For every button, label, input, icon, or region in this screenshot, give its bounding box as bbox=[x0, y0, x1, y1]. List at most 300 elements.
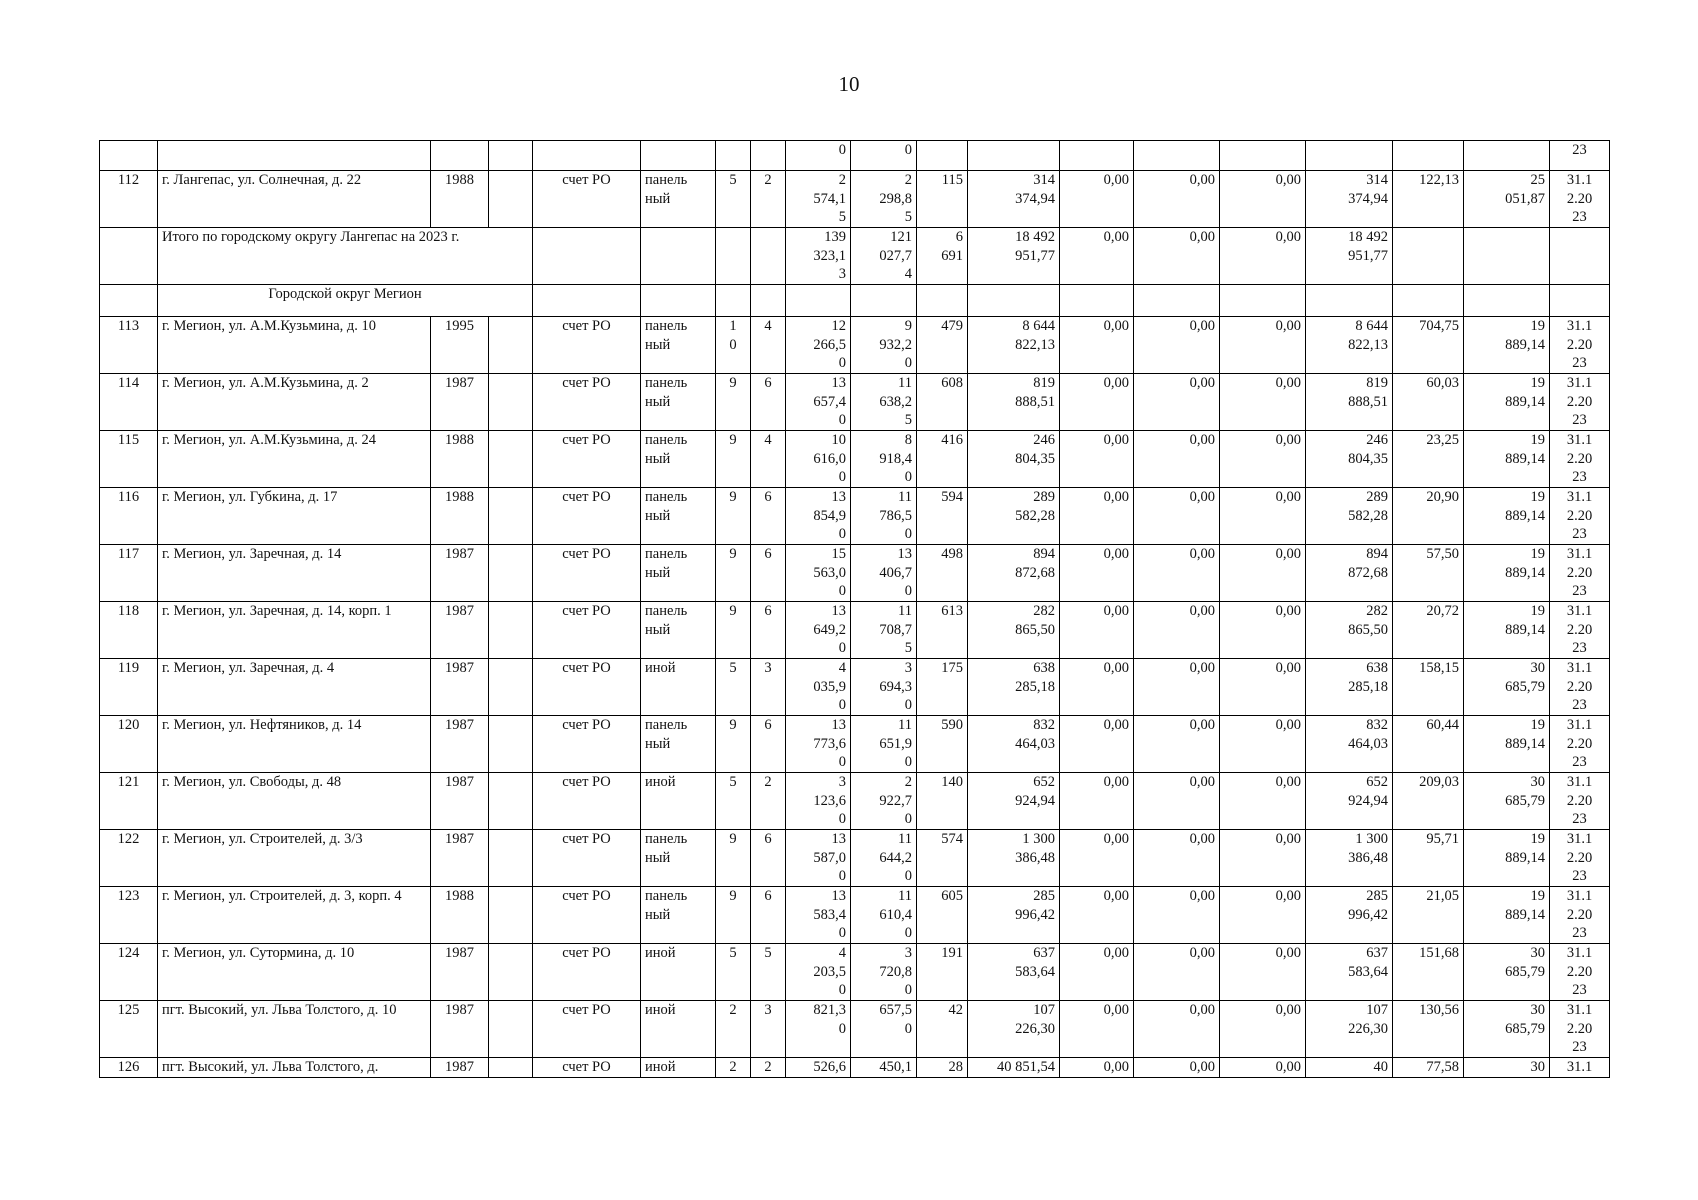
fund-cell-1: 0,00 bbox=[1060, 887, 1134, 944]
blank-cell bbox=[786, 285, 851, 317]
funding-method-cell: счет РО bbox=[533, 545, 641, 602]
fund-cell-4: 282 865,50 bbox=[1306, 602, 1393, 659]
residents-cell: 42 bbox=[917, 1001, 968, 1058]
living-area-cell: 450,1 bbox=[851, 1058, 917, 1078]
table-row bbox=[100, 488, 1610, 545]
fund-cell-2: 0,00 bbox=[1134, 171, 1220, 228]
completion-date-cell: 31.1 2.20 23 bbox=[1550, 171, 1610, 228]
total-cost-cell: 107 226,30 bbox=[968, 1001, 1060, 1058]
blank-cell bbox=[489, 773, 533, 830]
fund-cell-3: 0,00 bbox=[1220, 545, 1306, 602]
funding-method-cell: счет РО bbox=[533, 1058, 641, 1078]
limit-cost-cell: 30 685,79 bbox=[1464, 1001, 1550, 1058]
wall-material-cell: иной bbox=[641, 1001, 716, 1058]
total-cost-cell: 894 872,68 bbox=[968, 545, 1060, 602]
living-area-cell: 2 298,8 5 bbox=[851, 171, 917, 228]
total-cost-cell: 314 374,94 bbox=[968, 171, 1060, 228]
year-cell: 1987 bbox=[431, 716, 489, 773]
total-area-cell: 13 854,9 0 bbox=[786, 488, 851, 545]
fund-cell-1: 0,00 bbox=[1060, 773, 1134, 830]
wall-material-cell: панель ный bbox=[641, 374, 716, 431]
total-area-cell: 4 035,9 0 bbox=[786, 659, 851, 716]
wall-material-cell: иной bbox=[641, 1058, 716, 1078]
unit-cost-cell: 21,05 bbox=[1393, 887, 1464, 944]
completion-date-cell: 31.1 2.20 23 bbox=[1550, 602, 1610, 659]
fund-cell-2: 0,00 bbox=[1134, 374, 1220, 431]
floors-cell: 9 bbox=[716, 716, 751, 773]
blank-cell bbox=[751, 228, 786, 285]
residents-cell: 416 bbox=[917, 431, 968, 488]
completion-date-cell bbox=[1550, 228, 1610, 285]
fund-cell-4: 107 226,30 bbox=[1306, 1001, 1393, 1058]
floors-cell: 9 bbox=[716, 488, 751, 545]
fund-cell-3: 0,00 bbox=[1220, 228, 1306, 285]
blank-cell bbox=[100, 285, 158, 317]
fund-cell-2: 0,00 bbox=[1134, 773, 1220, 830]
living-area-cell: 11 638,2 5 bbox=[851, 374, 917, 431]
funding-method-cell: счет РО bbox=[533, 431, 641, 488]
entrances-cell: 6 bbox=[751, 830, 786, 887]
completion-date-cell: 31.1 2.20 23 bbox=[1550, 1001, 1610, 1058]
fund-cell-3: 0,00 bbox=[1220, 716, 1306, 773]
fund-cell-2: 0,00 bbox=[1134, 317, 1220, 374]
total-cost-cell: 1 300 386,48 bbox=[968, 830, 1060, 887]
row-number: 115 bbox=[100, 431, 158, 488]
total-area-cell: 526,6 bbox=[786, 1058, 851, 1078]
living-area-cell: 121 027,7 4 bbox=[851, 228, 917, 285]
blank-cell bbox=[489, 830, 533, 887]
year-cell: 1987 bbox=[431, 830, 489, 887]
table-row bbox=[100, 659, 1610, 716]
floors-cell: 2 bbox=[716, 1001, 751, 1058]
unit-cost-cell: 23,25 bbox=[1393, 431, 1464, 488]
completion-date-cell: 31.1 2.20 23 bbox=[1550, 659, 1610, 716]
year-cell: 1987 bbox=[431, 944, 489, 1001]
row-number: 126 bbox=[100, 1058, 158, 1078]
blank-cell bbox=[489, 488, 533, 545]
year-cell: 1988 bbox=[431, 171, 489, 228]
wall-material-cell bbox=[641, 141, 716, 171]
limit-cost-cell: 19 889,14 bbox=[1464, 431, 1550, 488]
fund-cell-2: 0,00 bbox=[1134, 1001, 1220, 1058]
unit-cost-cell: 158,15 bbox=[1393, 659, 1464, 716]
fund-cell-3: 0,00 bbox=[1220, 171, 1306, 228]
completion-date-cell: 31.1 2.20 23 bbox=[1550, 488, 1610, 545]
wall-material-cell: панель ный bbox=[641, 887, 716, 944]
residents-cell: 140 bbox=[917, 773, 968, 830]
fund-cell-1: 0,00 bbox=[1060, 317, 1134, 374]
year-cell: 1987 bbox=[431, 545, 489, 602]
residents-cell: 175 bbox=[917, 659, 968, 716]
total-cost-cell: 289 582,28 bbox=[968, 488, 1060, 545]
blank-cell bbox=[100, 228, 158, 285]
living-area-cell: 0 bbox=[851, 141, 917, 171]
table-row bbox=[100, 374, 1610, 431]
fund-cell-3: 0,00 bbox=[1220, 1001, 1306, 1058]
floors-cell: 5 bbox=[716, 659, 751, 716]
blank-cell bbox=[489, 431, 533, 488]
entrances-cell: 3 bbox=[751, 659, 786, 716]
living-area-cell: 3 694,3 0 bbox=[851, 659, 917, 716]
completion-date-cell: 31.1 2.20 23 bbox=[1550, 773, 1610, 830]
living-area-cell: 8 918,4 0 bbox=[851, 431, 917, 488]
completion-date-cell: 31.1 2.20 23 bbox=[1550, 716, 1610, 773]
total-area-cell: 13 649,2 0 bbox=[786, 602, 851, 659]
fund-cell-4: 314 374,94 bbox=[1306, 171, 1393, 228]
floors-cell: 1 0 bbox=[716, 317, 751, 374]
table-row bbox=[100, 830, 1610, 887]
fund-cell-1: 0,00 bbox=[1060, 545, 1134, 602]
address-cell: г. Мегион, ул. Свободы, д. 48 bbox=[158, 773, 431, 830]
fund-cell-2: 0,00 bbox=[1134, 1058, 1220, 1078]
unit-cost-cell: 704,75 bbox=[1393, 317, 1464, 374]
living-area-cell: 11 644,2 0 bbox=[851, 830, 917, 887]
fund-cell-2: 0,00 bbox=[1134, 944, 1220, 1001]
funding-method-cell: счет РО bbox=[533, 773, 641, 830]
completion-date-cell: 31.1 2.20 23 bbox=[1550, 317, 1610, 374]
living-area-cell: 13 406,7 0 bbox=[851, 545, 917, 602]
row-number: 118 bbox=[100, 602, 158, 659]
fund-cell-2: 0,00 bbox=[1134, 431, 1220, 488]
blank-cell bbox=[489, 317, 533, 374]
wall-material-cell: панель ный bbox=[641, 545, 716, 602]
total-label: Итого по городскому округу Лангепас на 2023 г. bbox=[158, 228, 533, 285]
total-cost-cell: 819 888,51 bbox=[968, 374, 1060, 431]
table-row bbox=[100, 317, 1610, 374]
limit-cost-cell: 30 bbox=[1464, 1058, 1550, 1078]
fund-cell-1: 0,00 bbox=[1060, 171, 1134, 228]
floors-cell bbox=[716, 141, 751, 171]
funding-method-cell: счет РО bbox=[533, 602, 641, 659]
row-number: 121 bbox=[100, 773, 158, 830]
fund-cell-1 bbox=[1060, 141, 1134, 171]
total-cost-cell: 652 924,94 bbox=[968, 773, 1060, 830]
table-row bbox=[100, 716, 1610, 773]
fund-cell-2: 0,00 bbox=[1134, 659, 1220, 716]
year-cell bbox=[431, 141, 489, 171]
wall-material-cell: панель ный bbox=[641, 830, 716, 887]
total-area-cell: 15 563,0 0 bbox=[786, 545, 851, 602]
floors-cell: 9 bbox=[716, 545, 751, 602]
fund-cell-3: 0,00 bbox=[1220, 830, 1306, 887]
fund-cell-4: 8 644 822,13 bbox=[1306, 317, 1393, 374]
entrances-cell: 6 bbox=[751, 374, 786, 431]
table-row bbox=[100, 773, 1610, 830]
fund-cell-4: 246 804,35 bbox=[1306, 431, 1393, 488]
living-area-cell: 9 932,2 0 bbox=[851, 317, 917, 374]
completion-date-cell: 31.1 2.20 23 bbox=[1550, 830, 1610, 887]
total-cost-cell: 246 804,35 bbox=[968, 431, 1060, 488]
residents-cell: 613 bbox=[917, 602, 968, 659]
limit-cost-cell bbox=[1464, 228, 1550, 285]
row-number: 113 bbox=[100, 317, 158, 374]
fund-cell-2: 0,00 bbox=[1134, 228, 1220, 285]
blank-cell bbox=[1306, 285, 1393, 317]
total-area-cell: 4 203,5 0 bbox=[786, 944, 851, 1001]
floors-cell: 5 bbox=[716, 944, 751, 1001]
residents-cell: 594 bbox=[917, 488, 968, 545]
row-number: 119 bbox=[100, 659, 158, 716]
living-area-cell: 11 786,5 0 bbox=[851, 488, 917, 545]
unit-cost-cell: 20,90 bbox=[1393, 488, 1464, 545]
blank-cell bbox=[716, 285, 751, 317]
fund-cell-1: 0,00 bbox=[1060, 228, 1134, 285]
table-row bbox=[100, 171, 1610, 228]
blank-cell bbox=[1464, 285, 1550, 317]
total-row bbox=[100, 228, 1610, 285]
unit-cost-cell: 60,44 bbox=[1393, 716, 1464, 773]
fund-cell-1: 0,00 bbox=[1060, 488, 1134, 545]
fund-cell-4: 894 872,68 bbox=[1306, 545, 1393, 602]
fund-cell-3: 0,00 bbox=[1220, 887, 1306, 944]
unit-cost-cell: 60,03 bbox=[1393, 374, 1464, 431]
row-number: 124 bbox=[100, 944, 158, 1001]
table-row bbox=[100, 1058, 1610, 1078]
completion-date-cell: 31.1 2.20 23 bbox=[1550, 887, 1610, 944]
residents-cell: 6 691 bbox=[917, 228, 968, 285]
unit-cost-cell: 122,13 bbox=[1393, 171, 1464, 228]
total-cost-cell: 285 996,42 bbox=[968, 887, 1060, 944]
table-row bbox=[100, 887, 1610, 944]
limit-cost-cell: 19 889,14 bbox=[1464, 545, 1550, 602]
limit-cost-cell: 25 051,87 bbox=[1464, 171, 1550, 228]
total-cost-cell: 8 644 822,13 bbox=[968, 317, 1060, 374]
total-area-cell: 3 123,6 0 bbox=[786, 773, 851, 830]
year-cell: 1987 bbox=[431, 1001, 489, 1058]
entrances-cell: 6 bbox=[751, 716, 786, 773]
unit-cost-cell: 95,71 bbox=[1393, 830, 1464, 887]
blank-cell bbox=[489, 602, 533, 659]
fund-cell-3: 0,00 bbox=[1220, 488, 1306, 545]
living-area-cell: 11 708,7 5 bbox=[851, 602, 917, 659]
floors-cell: 9 bbox=[716, 431, 751, 488]
fund-cell-1: 0,00 bbox=[1060, 659, 1134, 716]
table-row bbox=[100, 1001, 1610, 1058]
blank-cell bbox=[489, 374, 533, 431]
completion-date-cell: 31.1 2.20 23 bbox=[1550, 374, 1610, 431]
total-cost-cell: 638 285,18 bbox=[968, 659, 1060, 716]
blank-cell bbox=[1134, 285, 1220, 317]
unit-cost-cell: 130,56 bbox=[1393, 1001, 1464, 1058]
blank-cell bbox=[851, 285, 917, 317]
entrances-cell: 4 bbox=[751, 317, 786, 374]
residents-cell: 191 bbox=[917, 944, 968, 1001]
wall-material-cell: иной bbox=[641, 659, 716, 716]
fund-cell-2: 0,00 bbox=[1134, 545, 1220, 602]
funding-method-cell bbox=[533, 141, 641, 171]
wall-material-cell: панель ный bbox=[641, 602, 716, 659]
section-title: Городской округ Мегион bbox=[158, 285, 533, 317]
address-cell: г. Мегион, ул. Заречная, д. 14, корп. 1 bbox=[158, 602, 431, 659]
blank-cell bbox=[489, 1058, 533, 1078]
wall-material-cell: иной bbox=[641, 944, 716, 1001]
fund-cell-2: 0,00 bbox=[1134, 488, 1220, 545]
completion-date-cell: 31.1 2.20 23 bbox=[1550, 545, 1610, 602]
table-row bbox=[100, 944, 1610, 1001]
blank-cell bbox=[968, 285, 1060, 317]
unit-cost-cell: 151,68 bbox=[1393, 944, 1464, 1001]
blank-cell bbox=[1393, 285, 1464, 317]
fund-cell-3: 0,00 bbox=[1220, 944, 1306, 1001]
table-row bbox=[100, 545, 1610, 602]
address-cell: г. Мегион, ул. Строителей, д. 3, корп. 4 bbox=[158, 887, 431, 944]
total-area-cell: 13 773,6 0 bbox=[786, 716, 851, 773]
blank-cell bbox=[1550, 285, 1610, 317]
blank-cell bbox=[533, 285, 641, 317]
total-area-cell: 13 657,4 0 bbox=[786, 374, 851, 431]
entrances-cell: 4 bbox=[751, 431, 786, 488]
address-cell: г. Мегион, ул. Сутормина, д. 10 bbox=[158, 944, 431, 1001]
total-cost-cell: 282 865,50 bbox=[968, 602, 1060, 659]
blank-cell bbox=[489, 659, 533, 716]
fund-cell-3: 0,00 bbox=[1220, 431, 1306, 488]
blank-cell bbox=[1220, 285, 1306, 317]
unit-cost-cell bbox=[1393, 228, 1464, 285]
total-cost-cell: 637 583,64 bbox=[968, 944, 1060, 1001]
living-area-cell: 11 651,9 0 bbox=[851, 716, 917, 773]
fund-cell-4: 819 888,51 bbox=[1306, 374, 1393, 431]
residents-cell: 605 bbox=[917, 887, 968, 944]
address-cell: пгт. Высокий, ул. Льва Толстого, д. bbox=[158, 1058, 431, 1078]
fund-cell-4: 289 582,28 bbox=[1306, 488, 1393, 545]
fund-cell-4: 1 300 386,48 bbox=[1306, 830, 1393, 887]
row-number bbox=[100, 141, 158, 171]
completion-date-cell: 31.1 bbox=[1550, 1058, 1610, 1078]
year-cell: 1987 bbox=[431, 602, 489, 659]
residents-cell: 574 bbox=[917, 830, 968, 887]
fund-cell-4: 637 583,64 bbox=[1306, 944, 1393, 1001]
funding-method-cell: счет РО bbox=[533, 659, 641, 716]
address-cell: г. Мегион, ул. Заречная, д. 14 bbox=[158, 545, 431, 602]
blank-cell bbox=[489, 716, 533, 773]
row-number: 114 bbox=[100, 374, 158, 431]
total-area-cell: 0 bbox=[786, 141, 851, 171]
fund-cell-4 bbox=[1306, 141, 1393, 171]
year-cell: 1988 bbox=[431, 488, 489, 545]
unit-cost-cell bbox=[1393, 141, 1464, 171]
unit-cost-cell: 77,58 bbox=[1393, 1058, 1464, 1078]
entrances-cell: 5 bbox=[751, 944, 786, 1001]
fund-cell-3: 0,00 bbox=[1220, 1058, 1306, 1078]
fund-cell-4: 285 996,42 bbox=[1306, 887, 1393, 944]
limit-cost-cell: 30 685,79 bbox=[1464, 773, 1550, 830]
unit-cost-cell: 209,03 bbox=[1393, 773, 1464, 830]
address-cell: г. Мегион, ул. А.М.Кузьмина, д. 24 bbox=[158, 431, 431, 488]
blank-cell bbox=[489, 141, 533, 171]
entrances-cell: 6 bbox=[751, 887, 786, 944]
address-cell: г. Мегион, ул. А.М.Кузьмина, д. 2 bbox=[158, 374, 431, 431]
blank-cell bbox=[489, 887, 533, 944]
row-number: 112 bbox=[100, 171, 158, 228]
funding-method-cell: счет РО bbox=[533, 830, 641, 887]
residents-cell: 498 bbox=[917, 545, 968, 602]
floors-cell: 9 bbox=[716, 830, 751, 887]
residents-cell: 28 bbox=[917, 1058, 968, 1078]
completion-date-cell: 31.1 2.20 23 bbox=[1550, 431, 1610, 488]
row-number: 123 bbox=[100, 887, 158, 944]
entrances-cell: 2 bbox=[751, 1058, 786, 1078]
table-row bbox=[100, 141, 1610, 171]
fund-cell-1: 0,00 bbox=[1060, 944, 1134, 1001]
year-cell: 1988 bbox=[431, 887, 489, 944]
total-cost-cell bbox=[968, 141, 1060, 171]
page-number: 10 bbox=[838, 72, 860, 96]
entrances-cell: 3 bbox=[751, 1001, 786, 1058]
blank-cell bbox=[641, 228, 716, 285]
wall-material-cell: панель ный bbox=[641, 431, 716, 488]
blank-cell bbox=[533, 228, 641, 285]
limit-cost-cell: 19 889,14 bbox=[1464, 602, 1550, 659]
fund-cell-4: 832 464,03 bbox=[1306, 716, 1393, 773]
fund-cell-1: 0,00 bbox=[1060, 1058, 1134, 1078]
living-area-cell: 2 922,7 0 bbox=[851, 773, 917, 830]
fund-cell-3: 0,00 bbox=[1220, 602, 1306, 659]
blank-cell bbox=[917, 285, 968, 317]
blank-cell bbox=[641, 285, 716, 317]
limit-cost-cell: 30 685,79 bbox=[1464, 659, 1550, 716]
entrances-cell: 6 bbox=[751, 488, 786, 545]
fund-cell-4: 18 492 951,77 bbox=[1306, 228, 1393, 285]
entrances-cell: 2 bbox=[751, 171, 786, 228]
address-cell: г. Мегион, ул. А.М.Кузьмина, д. 10 bbox=[158, 317, 431, 374]
fund-cell-2: 0,00 bbox=[1134, 602, 1220, 659]
fund-cell-1: 0,00 bbox=[1060, 431, 1134, 488]
wall-material-cell: панель ный bbox=[641, 171, 716, 228]
total-cost-cell: 40 851,54 bbox=[968, 1058, 1060, 1078]
address-cell bbox=[158, 141, 431, 171]
fund-cell-1: 0,00 bbox=[1060, 830, 1134, 887]
table-row bbox=[100, 602, 1610, 659]
fund-cell-3 bbox=[1220, 141, 1306, 171]
fund-cell-3: 0,00 bbox=[1220, 374, 1306, 431]
total-area-cell: 2 574,1 5 bbox=[786, 171, 851, 228]
funding-method-cell: счет РО bbox=[533, 374, 641, 431]
residents-cell: 115 bbox=[917, 171, 968, 228]
year-cell: 1987 bbox=[431, 1058, 489, 1078]
year-cell: 1987 bbox=[431, 773, 489, 830]
wall-material-cell: панель ный bbox=[641, 716, 716, 773]
blank-cell bbox=[489, 545, 533, 602]
entrances-cell: 6 bbox=[751, 545, 786, 602]
year-cell: 1987 bbox=[431, 659, 489, 716]
fund-cell-3: 0,00 bbox=[1220, 659, 1306, 716]
limit-cost-cell bbox=[1464, 141, 1550, 171]
fund-cell-2: 0,00 bbox=[1134, 830, 1220, 887]
address-cell: г. Лангепас, ул. Солнечная, д. 22 bbox=[158, 171, 431, 228]
total-area-cell: 13 583,4 0 bbox=[786, 887, 851, 944]
row-number: 117 bbox=[100, 545, 158, 602]
wall-material-cell: панель ный bbox=[641, 317, 716, 374]
funding-method-cell: счет РО bbox=[533, 317, 641, 374]
fund-cell-3: 0,00 bbox=[1220, 773, 1306, 830]
floors-cell: 9 bbox=[716, 602, 751, 659]
row-number: 122 bbox=[100, 830, 158, 887]
housing-register-table bbox=[99, 140, 1610, 1078]
floors-cell: 9 bbox=[716, 374, 751, 431]
limit-cost-cell: 19 889,14 bbox=[1464, 887, 1550, 944]
completion-date-cell: 31.1 2.20 23 bbox=[1550, 944, 1610, 1001]
blank-cell bbox=[489, 1001, 533, 1058]
fund-cell-3: 0,00 bbox=[1220, 317, 1306, 374]
limit-cost-cell: 19 889,14 bbox=[1464, 830, 1550, 887]
total-cost-cell: 18 492 951,77 bbox=[968, 228, 1060, 285]
fund-cell-1: 0,00 bbox=[1060, 1001, 1134, 1058]
fund-cell-2: 0,00 bbox=[1134, 716, 1220, 773]
fund-cell-2: 0,00 bbox=[1134, 887, 1220, 944]
fund-cell-1: 0,00 bbox=[1060, 602, 1134, 659]
limit-cost-cell: 19 889,14 bbox=[1464, 374, 1550, 431]
blank-cell bbox=[751, 285, 786, 317]
